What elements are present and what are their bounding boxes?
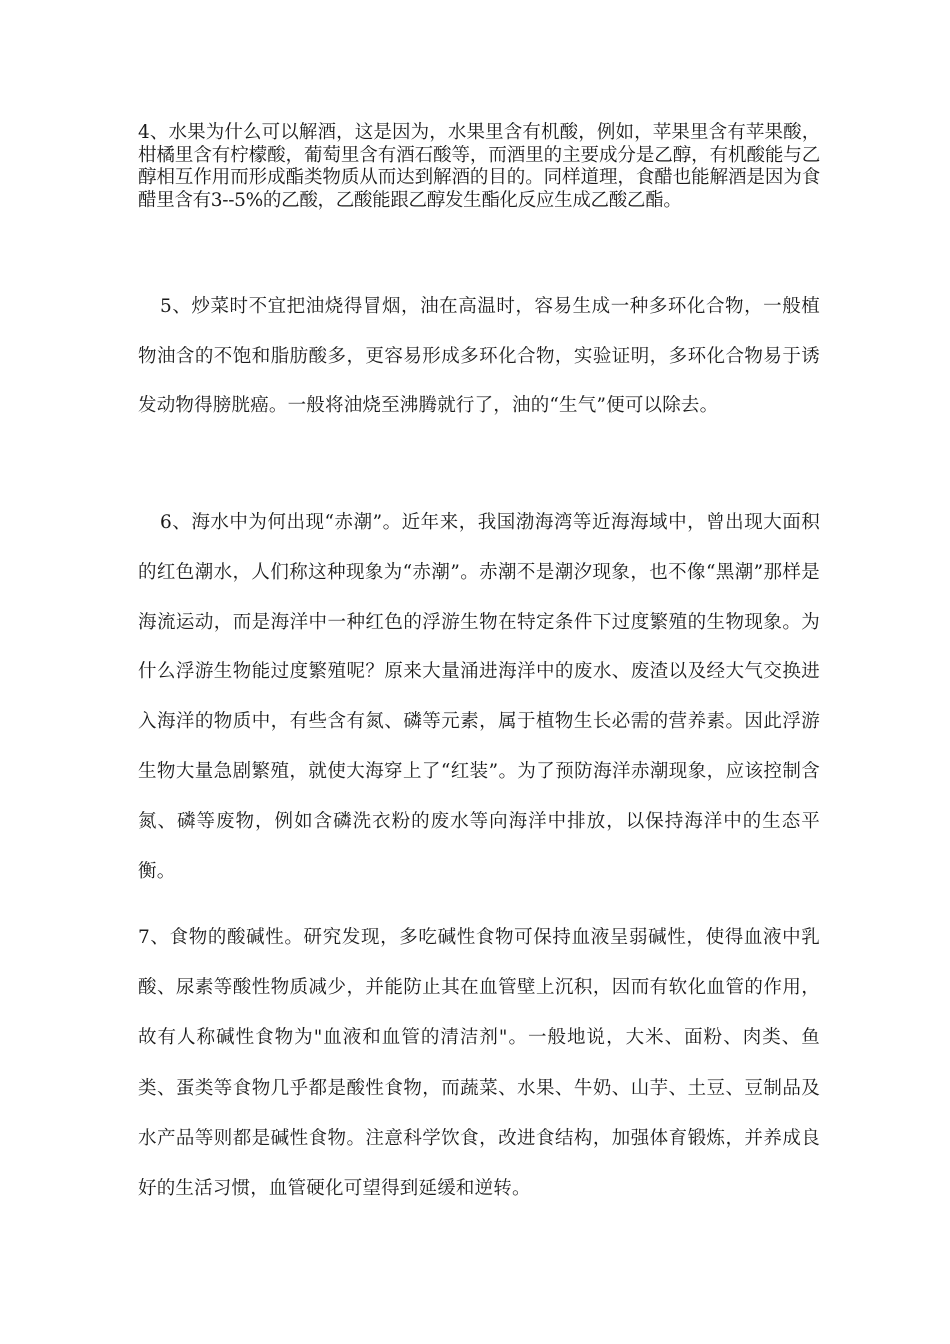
- paragraph-food-acidity: 7、食物的酸碱性。研究发现，多吃碱性食物可保持血液呈弱碱性，使得血液中乳酸、尿素等酸性物质减少，并能防止其在血管壁上沉积，因而有软化血管的作用，故有人称碱性食物为"血液和血管的清洁剂"。一般地说，大米、面粉、肉类、鱼类、蛋类等食物几乎都是酸性食物，而蔬菜、水果、牛奶、山芋、土豆、豆制品及水产品等则都是碱性食物。注意科学饮食，改进食结构，加强体育锻炼，并养成良好的生活习惯，血管硬化可望得到延缓和逆转。: [138, 927, 820, 1200]
- paragraph-fruit-hangover: 4、水果为什么可以解酒，这是因为，水果里含有机酸，例如，苹果里含有苹果酸，柑橘里含有柠檬酸，葡萄里含有酒石酸等，而酒里的主要成分是乙醇，有机酸能与乙醇相互作用而形成酯类物质从而达到解酒的目的。同样道理，食醋也能解酒是因为食醋里含有3--5%的乙酸，乙酸能跟乙醇发生酯化反应生成乙酸乙酯。: [138, 122, 820, 211]
- paragraph-red-tide: 6、海水中为何出现“赤潮”。近年来，我国渤海湾等近海海域中，曾出现大面积的红色潮水，人们称这种现象为“赤潮”。赤潮不是潮汐现象，也不像“黑潮”那样是海流运动，而是海洋中一种红色的浮游生物在特定条件下过度繁殖的生物现象。为什么浮游生物能过度繁殖呢？原来大量涌进海洋中的废水、废渣以及经大气交换进入海洋的物质中，有些含有氮、磷等元素，属于植物生长必需的营养素。因此浮游生物大量急剧繁殖，就使大海穿上了“红装”。为了预防海洋赤潮现象，应该控制含氮、磷等废物，例如含磷洗衣粉的废水等向海洋中排放，以保持海洋中的生态平衡。: [138, 512, 820, 882]
- paragraph-cooking-oil: 5、炒菜时不宜把油烧得冒烟，油在高温时，容易生成一种多环化合物，一般植物油含的不饱和脂肪酸多，更容易形成多环化合物，实验证明，多环化合物易于诱发动物得膀胱癌。一般将油烧至沸腾就行了，油的“生气”便可以除去。: [138, 296, 820, 416]
